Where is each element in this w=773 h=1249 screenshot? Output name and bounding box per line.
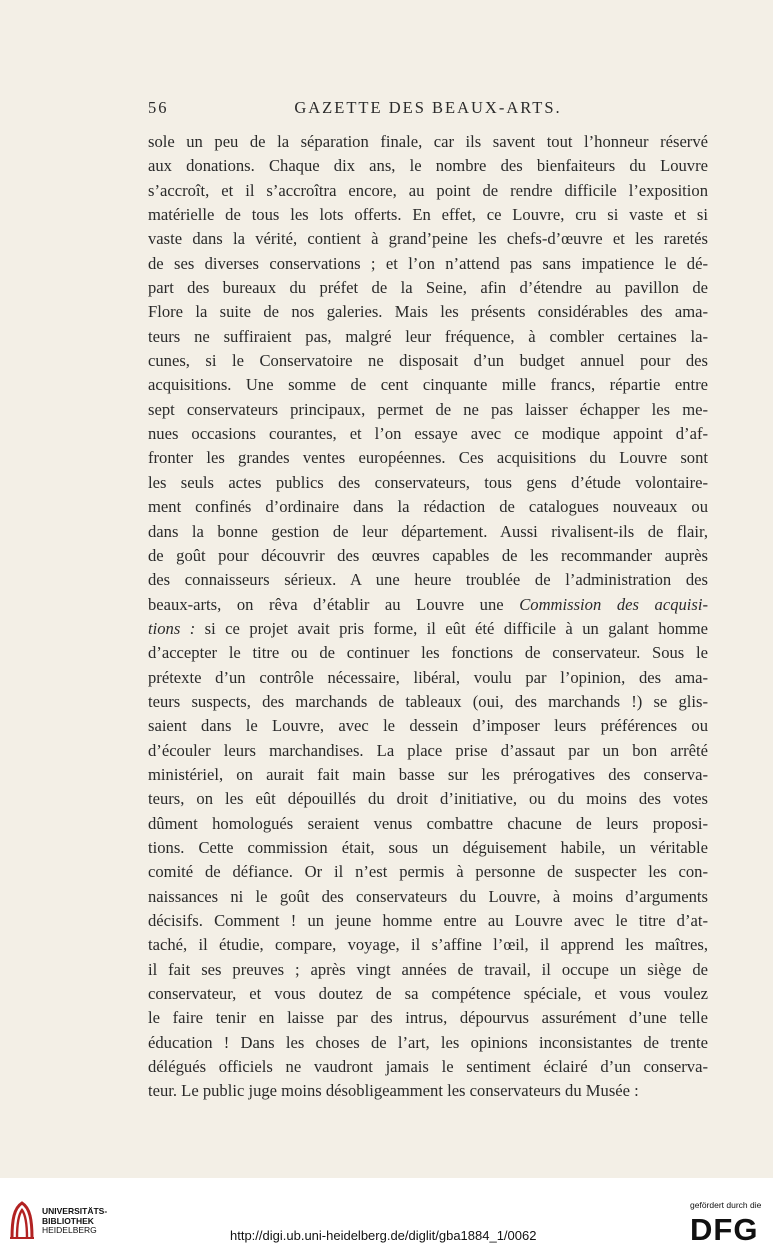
funding-note: gefördert durch die (690, 1200, 762, 1210)
text-line: de goût pour découvrir des œuvres capables de les recommander auprès (148, 545, 708, 565)
text-fragment: beaux-arts, on rêva d’établir au Louvre une (148, 594, 520, 614)
text-line: dûment homologués seraient venus combattre chacune de leurs proposi- (148, 813, 708, 833)
library-name (42, 1207, 107, 1236)
text-line: ment confinés d’ordinaire dans la rédaction de catalogues nouveaux ou (148, 497, 708, 517)
article-body (148, 130, 708, 1104)
text-line: tions. Cette commission était, sous un déguisement habile, un véritable (148, 837, 708, 857)
text-line: s’accroît, et il s’accroîtra encore, au point de rendre difficile l’exposition (148, 180, 708, 200)
permalink-url[interactable]: http://digi.ub.uni-heidelberg.de/diglit/gba1884_1/0062 (230, 1228, 537, 1243)
journal-title: GAZETTE DES BEAUX-ARTS. (294, 98, 562, 117)
text-line: naissances ni le goût des conservateurs du Louvre, à moins d’arguments (148, 886, 708, 906)
text-line: les seuls actes publics des conservateurs, tous gens d’étude volontaire- (148, 472, 708, 492)
text-line: cunes, si le Conservatoire ne disposait d’un budget annuel pour des (148, 351, 708, 371)
text-line: acquisitions. Une somme de cent cinquante mille francs, répartie entre (148, 375, 708, 395)
text-line: Flore la suite de nos galeries. Mais les présents considérables des ama- (148, 302, 708, 322)
text-line: dans la bonne gestion de leur département. Aussi rivalisent-ils de flair, (148, 521, 708, 541)
text-line: le faire tenir en laisse par des intrus, dépourvus assurément d’une telle (148, 1008, 708, 1028)
text-line-with-italic (148, 617, 708, 641)
text-line: fronter les grandes ventes européennes. Ces acquisitions du Louvre sont (148, 448, 708, 468)
text-line: teurs suspects, des marchands de tableaux (oui, des marchands !) se glis- (148, 691, 708, 711)
italic-title: tions : (148, 618, 196, 638)
text-line: teur. Le public juge moins désobligeamment les conservateurs du Musée : (148, 1081, 639, 1101)
dfg-logo: DFG (690, 1212, 759, 1247)
text-line: sole un peu de la séparation finale, car ils savent tout l’honneur réservé (148, 132, 708, 151)
text-line: conservateur, et vous doutez de sa compétence spéciale, et vous voulez (148, 984, 708, 1004)
text-line: teurs ne suffiraient pas, malgré leur fréquence, à combler certaines la- (148, 326, 708, 346)
text-line-with-italic (148, 593, 708, 617)
library-name-line: UNIVERSITÄTS- (42, 1206, 108, 1216)
text-line: saient dans le Louvre, avec le dessein d’imposer leurs préférences ou (148, 716, 708, 736)
text-line: d’écouler leurs marchandises. La place prise d’assaut par un bon arrêté (148, 740, 708, 760)
text-line: délégués officiels ne vaudront jamais le sentiment éclairé d’un conserva- (148, 1057, 708, 1077)
text-line: il fait ses preuves ; après vingt années de travail, il occupe un siège de (148, 959, 708, 979)
text-line: prétexte d’un contrôle nécessaire, libéral, voulu par l’opinion, des ama- (148, 667, 708, 687)
text-line: ministériel, on aurait fait main basse sur les prérogatives des conserva- (148, 764, 708, 784)
text-line: comité de défiance. Or il n’est permis à personne de suspecter les con- (148, 862, 708, 882)
text-line: d’accepter le titre ou de continuer les fonctions de conservateur. Sous le (148, 643, 708, 663)
text-line: éducation ! Dans les choses de l’art, les opinions inconsistantes de trente (148, 1032, 708, 1052)
running-head (148, 98, 708, 122)
heidelberg-library-logo-icon (8, 1200, 36, 1240)
text-line: aux donations. Chaque dix ans, le nombre des bienfaiteurs du Louvre (148, 156, 708, 176)
text-line: vaste dans la vérité, contient à grand’peine les chefs-d’œuvre et les raretés (148, 229, 708, 249)
text-line: matérielle de tous les lots offerts. En effet, ce Louvre, cru si vaste et si (148, 205, 708, 225)
library-name-line: HEIDELBERG (42, 1225, 97, 1235)
italic-title: Commission des acquisi- (519, 594, 709, 614)
text-line: de ses diverses conservations ; et l’on n’attend pas sans impatience le dé- (148, 253, 708, 273)
library-name-line: BIBLIOTHEK (42, 1215, 94, 1226)
text-line: teurs, on les eût dépouillés du droit d’initiative, ou du moins des votes (148, 789, 708, 809)
text-fragment: si ce projet avait pris forme, il eût été difficile à un galant homme (195, 618, 708, 638)
text-line: sept conservateurs principaux, permet de ne pas laisser échapper les me- (148, 399, 708, 419)
page-number: 56 (148, 98, 169, 117)
text-line: des connaisseurs sérieux. A une heure troublée de l’administration des (148, 570, 708, 590)
text-line: taché, il étudie, compare, voyage, il s’affine l’œil, il apprend les maîtres, (148, 935, 708, 955)
text-line: part des bureaux du préfet de la Seine, afin d’étendre au pavillon de (148, 278, 708, 298)
text-line: nues occasions courantes, et l’on essaye avec ce modique appoint d’af- (148, 424, 708, 444)
text-line: décisifs. Comment ! un jeune homme entre au Louvre avec le titre d’at- (148, 911, 708, 930)
